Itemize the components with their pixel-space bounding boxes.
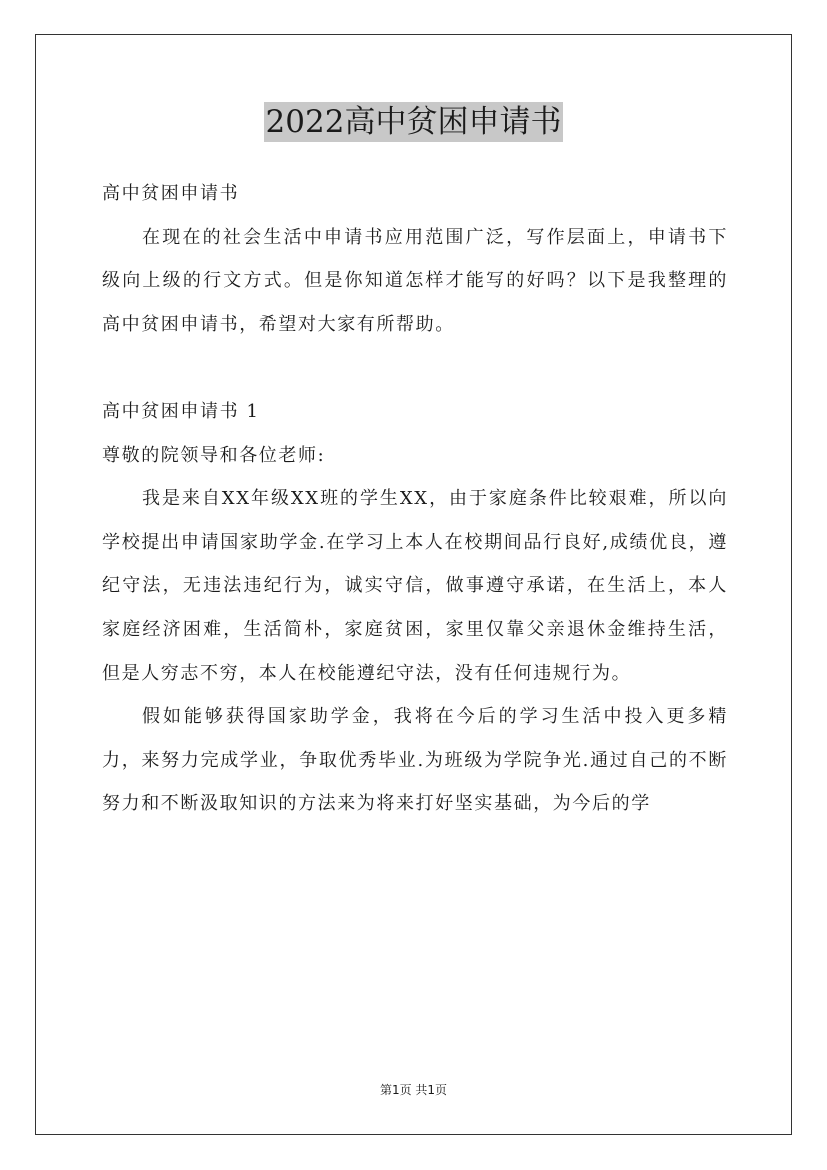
intro-paragraph: 在现在的社会生活中申请书应用范围广泛，写作层面上，申请书下级向上级的行文方式。但是你知道怎样才能写的好吗？以下是我整理的高中贫困申请书，希望对大家有所帮助。 (102, 226, 728, 335)
page-number: 第1页 共1页 (379, 1083, 448, 1097)
document-title: 2022高中贫困申请书 (265, 104, 562, 140)
title-container (0, 102, 827, 142)
body-paragraph-2: 假如能够获得国家助学金，我将在今后的学习生活中投入更多精力，来努力完成学业，争取优秀毕业.为班级为学院争光.通过自己的不断努力和不断汲取知识的方法来为将来打好坚实基础，为今后的学 (102, 706, 728, 815)
paragraph-gap (102, 346, 728, 390)
body-paragraph-1: 我是来自XX年级XX班的学生XX，由于家庭条件比较艰难，所以向学校提出申请国家助学金.在学习上本人在校期间品行良好,成绩优良，遵纪守法，无违法违纪行为，诚实守信，做事遵守承诺，在生活上，本人家庭经济困难，生活简朴，家庭贫困，家里仅靠父亲退休金维持生活，但是人穷志不穷，本人在校能遵纪守法，没有任何违规行为。 (102, 488, 728, 684)
page-footer (0, 1082, 827, 1098)
document-body (102, 172, 728, 826)
salutation: 尊敬的院领导和各位老师: (102, 444, 326, 466)
document-subtitle: 高中贫困申请书 (102, 183, 240, 204)
section-heading: 高中贫困申请书 1 (102, 400, 260, 422)
